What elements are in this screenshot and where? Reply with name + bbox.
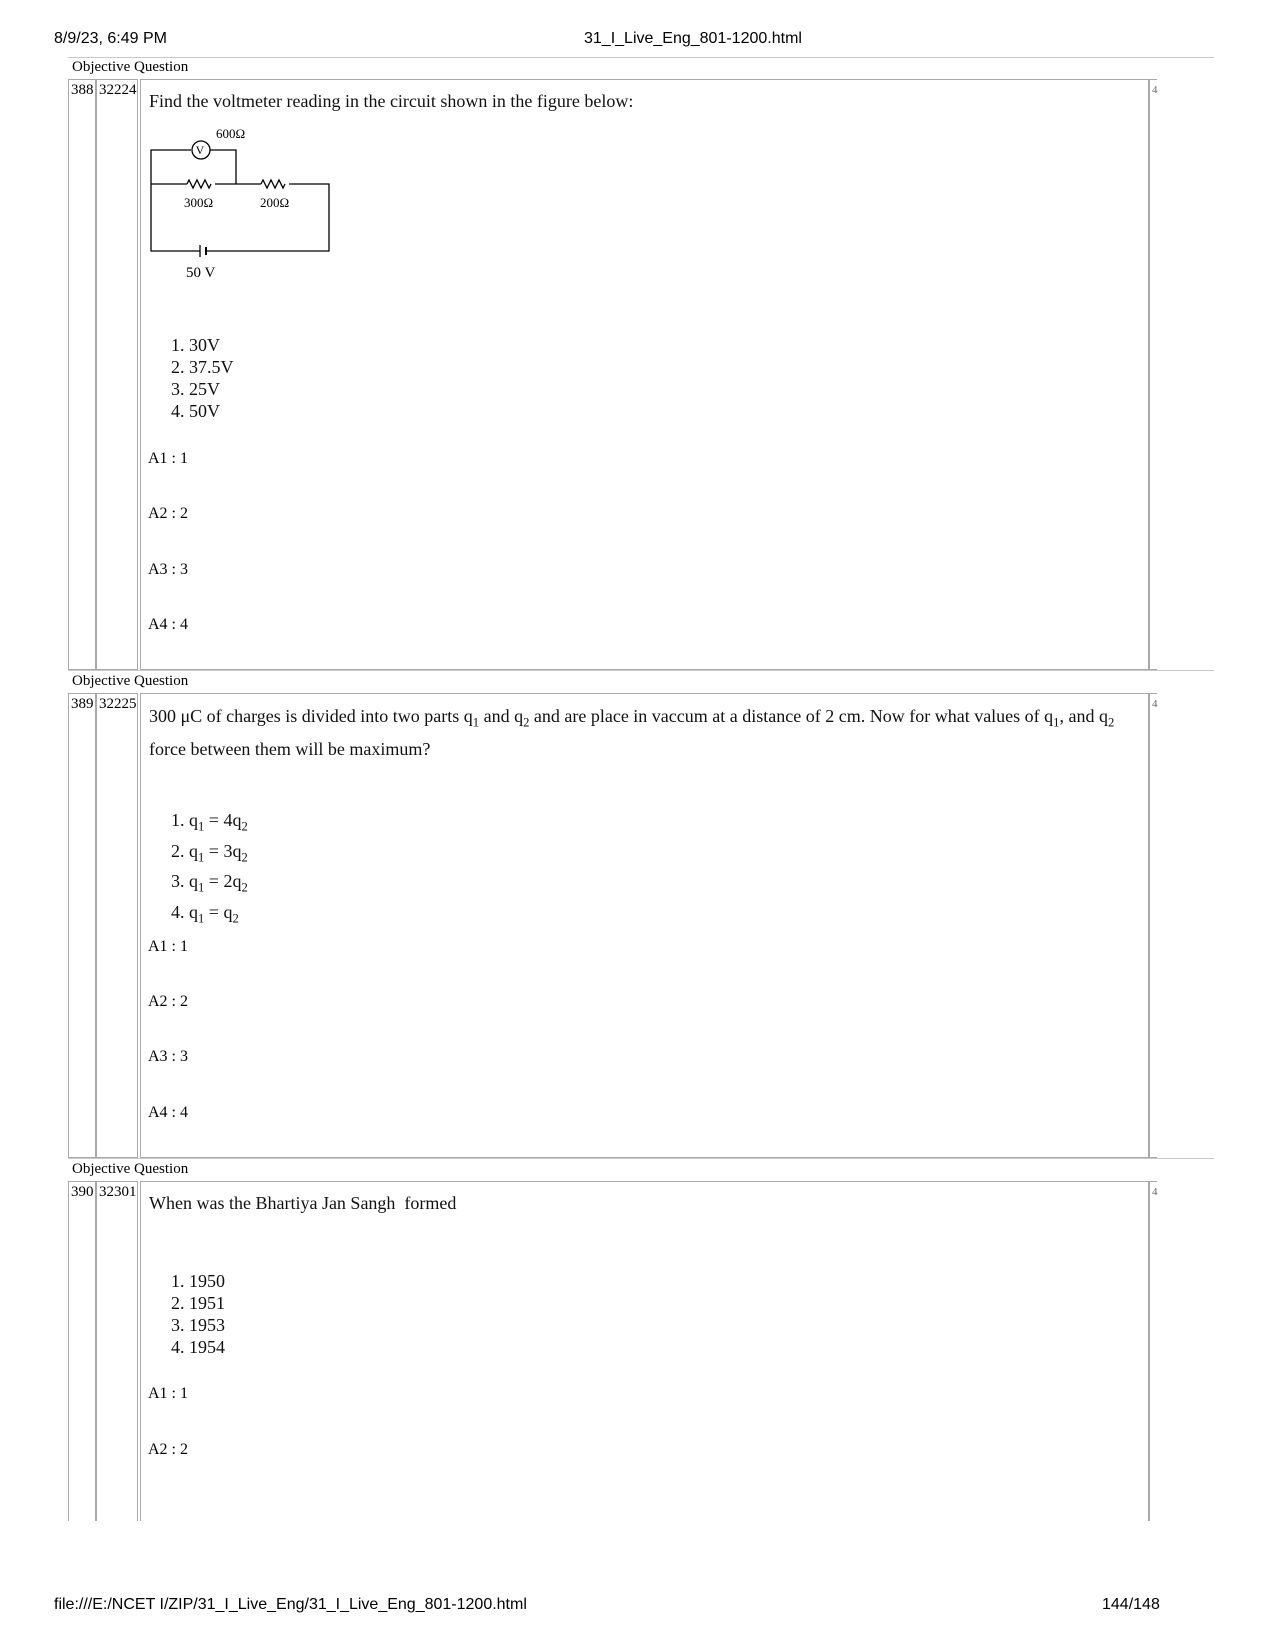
- section-divider: [68, 1158, 1214, 1159]
- qid-cell: [96, 79, 138, 670]
- section-title: Objective Question: [72, 59, 189, 75]
- print-datetime: 8/9/23, 6:49 PM: [54, 30, 167, 47]
- question-cell: [140, 693, 1149, 1158]
- option: 3. 25V: [171, 379, 220, 399]
- answer-line: A2 : 2: [148, 993, 188, 1010]
- label-200-ohm: 200Ω: [260, 195, 290, 210]
- marks-indicator: 4: [1152, 1186, 1158, 1198]
- question-text: 300 μC of charges is divided into two parts $q_1$ and $q_2$ and are place in vaccum at a distance of 2 cm. Now for what values of $q_1$, and $q_2$ force between them will be maximum?: [149, 706, 1115, 759]
- question-text: Find the voltmeter reading in the circuit shown in the figure below:: [149, 91, 634, 111]
- page-number: 144/148: [1102, 1596, 1160, 1613]
- marks-cell: [1149, 1181, 1157, 1521]
- sno-cell: [68, 79, 96, 670]
- answer-line: A1 : 1: [148, 1385, 188, 1402]
- voltmeter-icon: V: [195, 143, 205, 157]
- answer-line: A4 : 4: [148, 1104, 188, 1121]
- serial-number: 389: [71, 696, 94, 712]
- section-title: Objective Question: [72, 673, 189, 689]
- answer-line: A2 : 2: [148, 1441, 188, 1458]
- qid-cell: [96, 1181, 138, 1521]
- answer-line: A3 : 3: [148, 561, 188, 578]
- options-list: [171, 334, 234, 422]
- option: 2. 37.5V: [171, 357, 234, 377]
- question-id: 32225: [99, 696, 137, 712]
- answer-line: A4 : 4: [148, 616, 188, 633]
- serial-number: 388: [71, 82, 94, 98]
- qid-cell: [96, 693, 138, 1158]
- question-text: When was the Bhartiya Jan Sangh formed: [149, 1193, 457, 1213]
- section-divider: [68, 57, 1214, 58]
- marks-indicator: 4: [1152, 698, 1158, 710]
- sno-cell: [68, 693, 96, 1158]
- option: 2. 1951: [171, 1293, 225, 1313]
- answer-line: A1 : 1: [148, 450, 188, 467]
- label-300-ohm: 300Ω: [184, 195, 214, 210]
- section-title: Objective Question: [72, 1161, 189, 1177]
- marks-cell: [1149, 79, 1157, 670]
- marks-indicator: 4: [1152, 84, 1158, 96]
- option: 4. 1954: [171, 1337, 225, 1357]
- question-id: 32224: [99, 82, 137, 98]
- print-file-path: file:///E:/NCET I/ZIP/31_I_Live_Eng/31_I_Live_Eng_801-1200.html: [54, 1596, 527, 1613]
- option: 1. $q_1 = 4q_2$: [171, 810, 248, 834]
- serial-number: 390: [71, 1184, 94, 1200]
- options-list: [171, 808, 248, 930]
- option: 3. $q_1 = 2q_2$: [171, 871, 248, 895]
- resistor-300-icon: [187, 180, 211, 188]
- option: 2. $q_1 = 3q_2$: [171, 840, 248, 865]
- option: 1. 30V: [171, 335, 220, 355]
- question-id: 32301: [99, 1184, 137, 1200]
- print-title: 31_I_Live_Eng_801-1200.html: [584, 30, 802, 47]
- label-50-volt: 50 V: [186, 265, 216, 281]
- marks-cell: [1149, 693, 1157, 1158]
- answer-line: A2 : 2: [148, 505, 188, 522]
- options-list: [171, 1270, 225, 1358]
- option: 4. 50V: [171, 401, 220, 421]
- answer-line: A3 : 3: [148, 1048, 188, 1065]
- section-divider: [68, 670, 1214, 671]
- circuit-diagram: [140, 120, 340, 290]
- resistor-200-icon: [261, 180, 285, 188]
- option: 1. 1950: [171, 1271, 225, 1291]
- question-cell: [140, 1181, 1149, 1521]
- option: 3. 1953: [171, 1315, 225, 1335]
- sno-cell: [68, 1181, 96, 1521]
- option: 4. $q_1 = q_2$: [171, 901, 239, 926]
- label-600-ohm: 600Ω: [216, 126, 246, 141]
- answer-line: A1 : 1: [148, 938, 188, 955]
